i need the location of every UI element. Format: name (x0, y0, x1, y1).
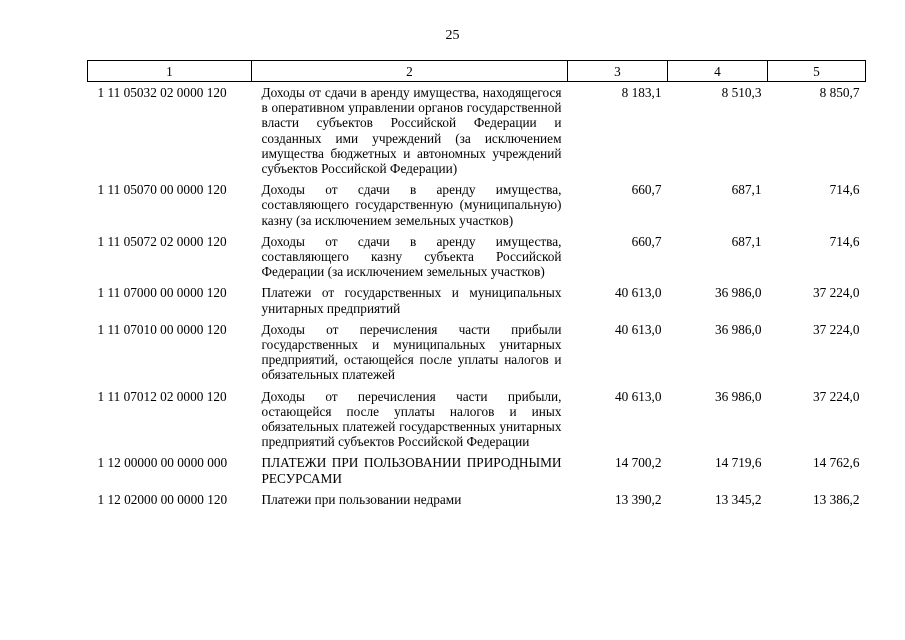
amount-col-5: 37 224,0 (812, 285, 860, 301)
amount-col-4: 36 986,0 (714, 321, 762, 337)
amount-col-4: 13 345,2 (714, 491, 762, 507)
table-row (88, 389, 866, 456)
table-header-row (88, 61, 866, 82)
amount-col-4: 687,1 (731, 233, 762, 249)
table-body (88, 82, 866, 514)
table-row (88, 492, 866, 513)
revenue-code: 1 11 05032 02 0000 120 (97, 85, 227, 100)
revenue-name: Доходы от перечисления части прибыли, остающейся после уплаты налогов и иных обязательных платежей государственных унитарных предприятий субъектов Российской Федерации (261, 388, 562, 450)
amount-col-3: 660,7 (631, 233, 662, 249)
amount-col-3: 13 390,2 (614, 491, 662, 507)
amount-col-3: 40 613,0 (614, 285, 662, 301)
revenue-name: Доходы от сдачи в аренду имущества, составляющего государственную (муниципальную) казну (за исключением земельных участков) (261, 182, 562, 228)
column-header-5: 5 (768, 61, 866, 82)
amount-col-3: 8 183,1 (621, 85, 662, 100)
amount-col-5: 714,6 (829, 233, 860, 249)
column-header-4: 4 (668, 61, 768, 82)
amount-col-3: 40 613,0 (614, 321, 662, 337)
amount-col-4: 36 986,0 (714, 285, 762, 301)
revenue-name: Доходы от сдачи в аренду имущества, составляющего казну субъекта Российской Федерации (за исключением земельных участков) (261, 233, 562, 280)
revenue-code: 1 11 05070 00 0000 120 (97, 182, 227, 198)
revenue-code: 1 11 07012 02 0000 120 (97, 388, 227, 404)
amount-col-4: 8 510,3 (721, 85, 762, 100)
amount-col-4: 14 719,6 (714, 455, 762, 471)
column-header-2: 2 (252, 61, 568, 82)
amount-col-5: 714,6 (829, 182, 860, 198)
amount-col-3: 660,7 (631, 182, 662, 198)
table-row (88, 82, 866, 183)
revenue-code: 1 11 07000 00 0000 120 (97, 285, 227, 301)
amount-col-3: 40 613,0 (614, 388, 662, 404)
table-row (88, 455, 866, 491)
table-row (88, 182, 866, 234)
revenue-name: Доходы от перечисления части прибыли государственных и муниципальных унитарных предприятий, остающейся после уплаты налогов и обязательных платежей (261, 321, 562, 383)
column-header-3: 3 (568, 61, 668, 82)
revenue-name: Платежи при пользовании недрами (261, 491, 462, 507)
amount-col-3: 14 700,2 (614, 455, 662, 471)
amount-col-4: 36 986,0 (714, 388, 762, 404)
table-row (88, 285, 866, 321)
revenue-code: 1 12 00000 00 0000 000 (97, 455, 228, 471)
page-number: 25 (445, 28, 460, 43)
amount-col-5: 14 762,6 (812, 455, 860, 471)
table-row (88, 234, 866, 286)
revenue-code: 1 12 02000 00 0000 120 (97, 491, 228, 507)
budget-revenue-table (87, 60, 866, 513)
column-header-1: 1 (88, 61, 252, 82)
amount-col-5: 13 386,2 (812, 491, 860, 507)
amount-col-5: 37 224,0 (812, 321, 860, 337)
revenue-name: ПЛАТЕЖИ ПРИ ПОЛЬЗОВАНИИ ПРИРОДНЫМИ РЕСУРСАМИ (261, 455, 562, 486)
table-row (88, 322, 866, 389)
amount-col-5: 37 224,0 (812, 388, 860, 404)
revenue-name: Платежи от государственных и муниципальных унитарных предприятий (261, 285, 562, 316)
amount-col-5: 8 850,7 (819, 85, 860, 100)
revenue-code: 1 11 07010 00 0000 120 (97, 321, 227, 337)
revenue-code: 1 11 05072 02 0000 120 (97, 233, 227, 249)
revenue-name: Доходы от сдачи в аренду имущества, находящегося в оперативном управлении органов государственной власти субъектов Российской Федерации и созданных ими учреждений (за исключением имущества бюджетных и автономных учреждений субъектов Российской Федерации) (261, 85, 562, 177)
amount-col-4: 687,1 (731, 182, 762, 198)
